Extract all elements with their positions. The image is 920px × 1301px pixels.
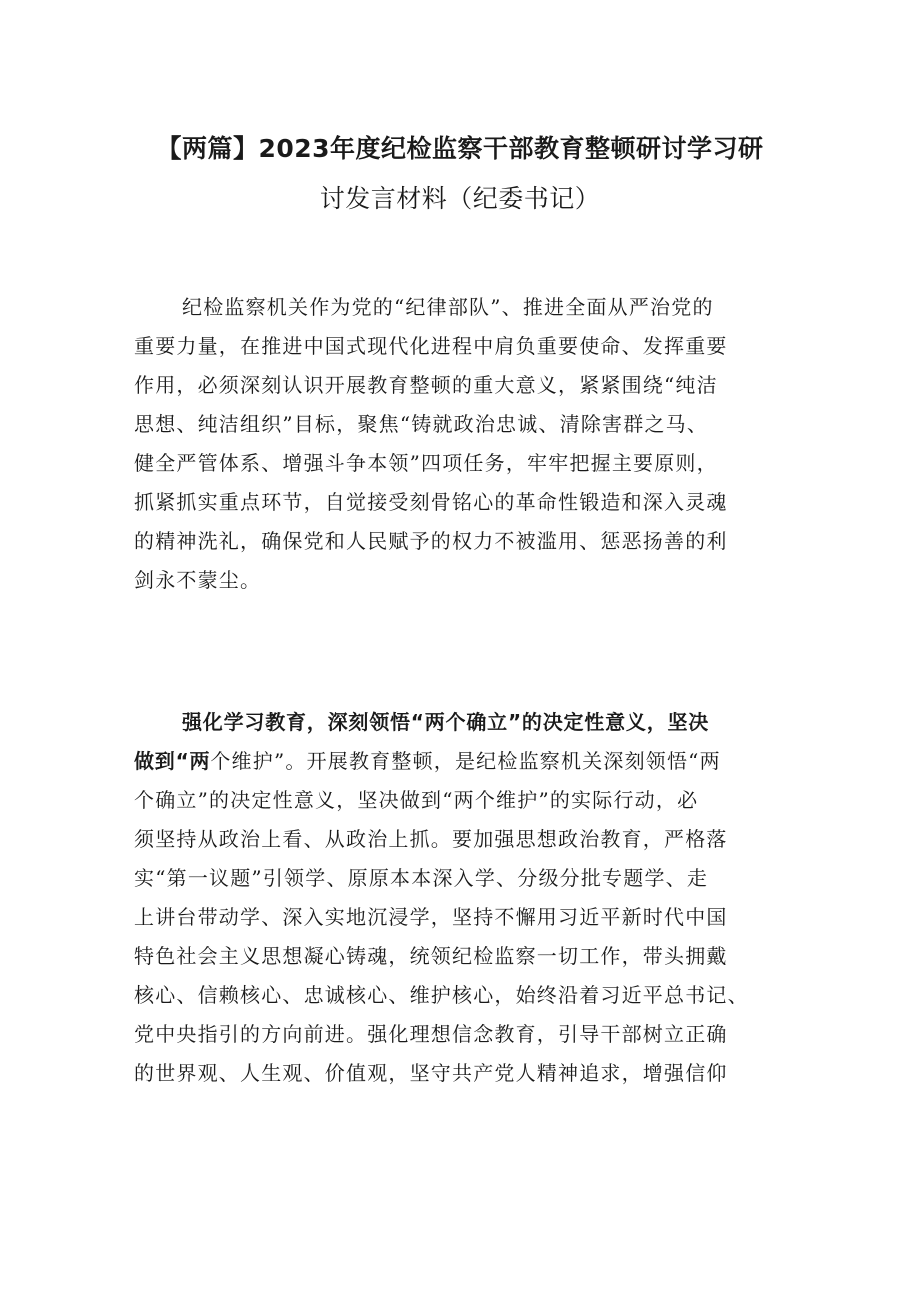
paragraph-line: 抓紧抓实重点环节，自觉接受刻骨铭心的革命性锻造和深入灵魂	[134, 490, 728, 514]
paragraph-line-rest: 个维护”。开展教育整顿，是纪检监察机关深刻领悟“两	[210, 749, 721, 773]
paragraph-line	[134, 742, 792, 781]
paragraph-line: 特色社会主义思想凝心铸魂，统领纪检监察一切工作，带头拥戴	[134, 944, 728, 968]
paragraph-line: 上讲台带动学、深入实地沉浸学，坚持不懈用习近平新时代中国	[134, 905, 728, 929]
paragraph-line: 的世界观、人生观、价值观，坚守共产党人精神追求，增强信仰	[134, 1061, 728, 1085]
paragraph-line: 剑永不蒙尘。	[134, 568, 262, 592]
paragraph-intro	[134, 288, 792, 600]
paragraph-section-1	[134, 703, 792, 1093]
paragraph-line: 个确立”的决定性意义，坚决做到“两个维护”的实际行动，必	[134, 788, 699, 812]
paragraph-line: 纪检监察机关作为党的“纪律部队”、推进全面从严治党的	[182, 295, 714, 319]
paragraph-line: 的精神洗礼，确保党和人民赋予的权力不被滥用、惩恶扬善的利	[134, 529, 728, 553]
title-line-1: 【两篇】2023年度纪检监察干部教育整顿研讨学习研	[156, 134, 764, 163]
section-heading-end: 做到“两	[134, 749, 211, 773]
document-title	[110, 124, 810, 224]
paragraph-line: 实“第一议题”引领学、原原本本深入学、分级分批专题学、走	[134, 866, 709, 890]
paragraph-line: 思想、纯洁组织”目标，聚焦“铸就政治忠诚、清除害群之马、	[134, 412, 709, 436]
section-heading-line: 强化学习教育，深刻领悟“两个确立”的决定性意义，坚决	[182, 710, 710, 734]
paragraph-line: 须坚持从政治上看、从政治上抓。要加强思想政治教育，严格落	[134, 827, 728, 851]
paragraph-line: 重要力量，在推进中国式现代化进程中肩负重要使命、发挥重要	[134, 334, 728, 358]
paragraph-line: 核心、信赖核心、忠诚核心、维护核心，始终沿着习近平总书记、	[134, 983, 749, 1007]
paragraph-line: 健全严管体系、增强斗争本领”四项任务，牢牢把握主要原则，	[134, 451, 718, 475]
title-line-2: 讨发言材料（纪委书记）	[319, 184, 601, 213]
paragraph-line: 作用，必须深刻认识开展教育整顿的重大意义，紧紧围绕“纯洁	[134, 373, 718, 397]
paragraph-line: 党中央指引的方向前进。强化理想信念教育，引导干部树立正确	[134, 1022, 728, 1046]
